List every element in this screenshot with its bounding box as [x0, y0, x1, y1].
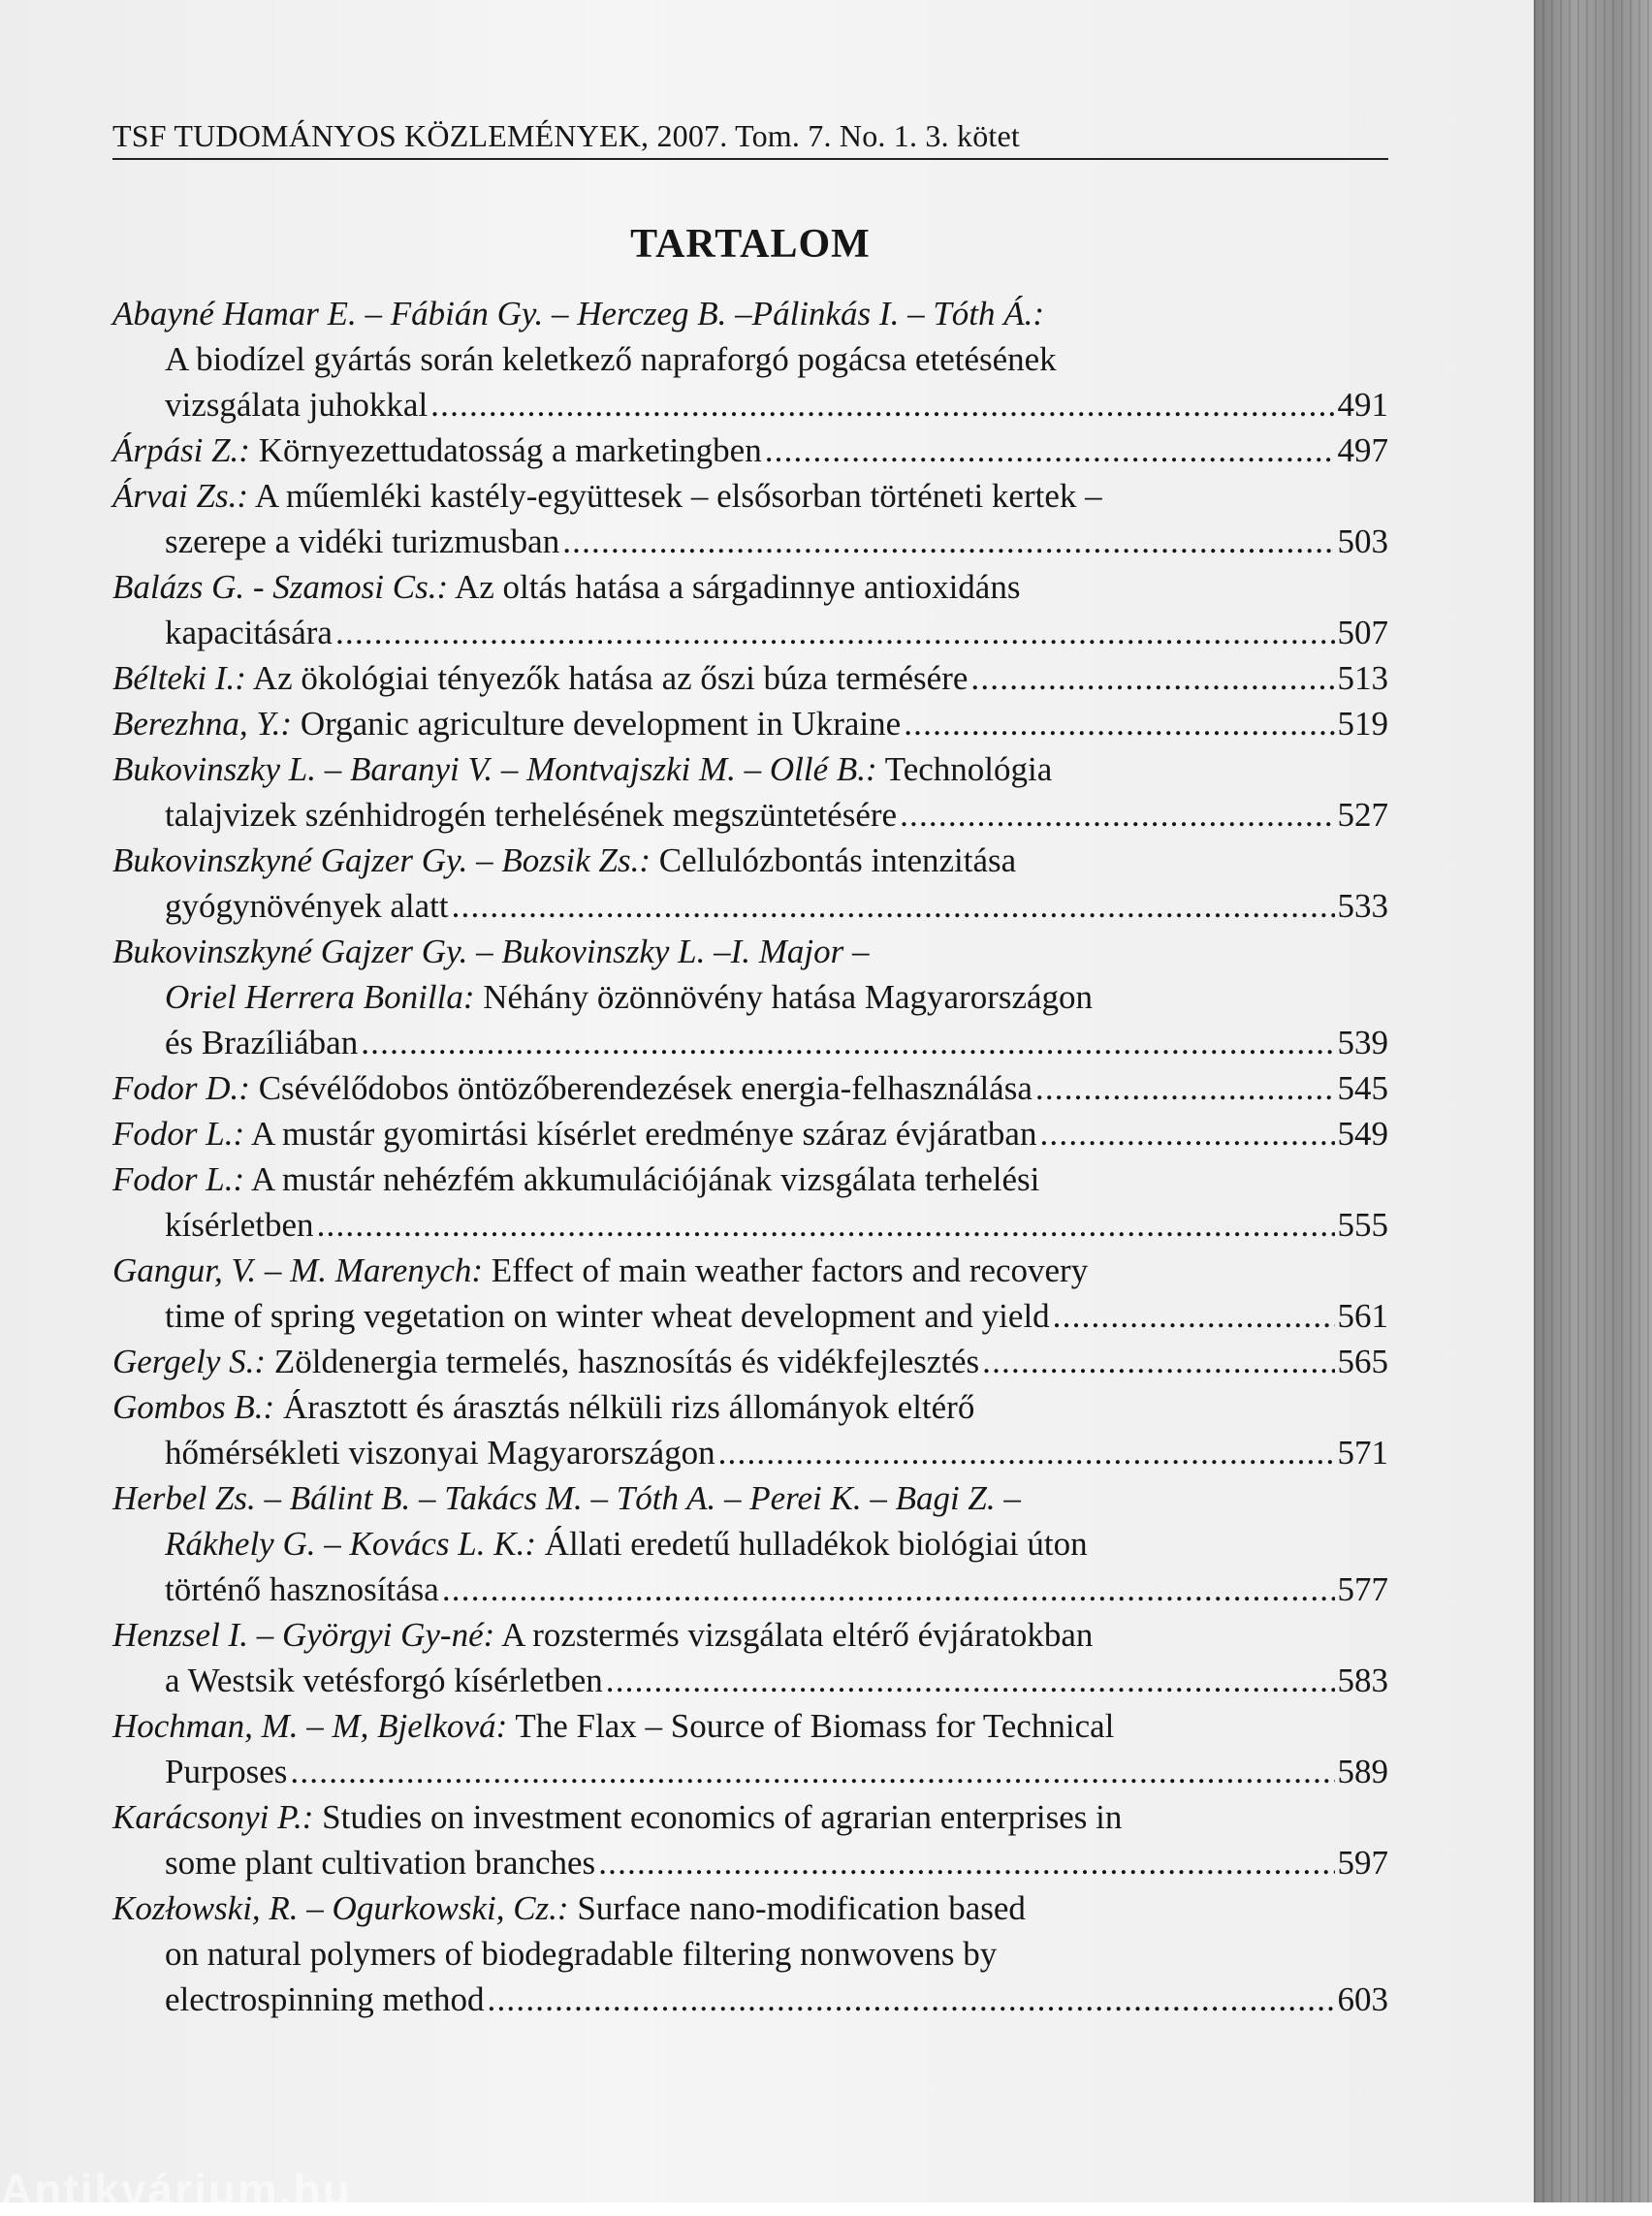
toc-authors: Rákhely G. – Kovács L. K.: [165, 1525, 536, 1563]
toc-authors: Abayné Hamar E. – Fábián Gy. – Herczeg B. –Pálinkás I. – Tóth Á.: [112, 295, 1045, 332]
table-of-contents [112, 291, 1388, 2022]
dot-leader [1039, 1111, 1334, 1156]
toc-entry-last-line [112, 883, 1388, 929]
toc-entry [112, 1065, 1388, 1111]
toc-title-start: A műemléki kastély-együttesek – elsősorban történeti kertek – [254, 477, 1102, 515]
toc-entry [112, 929, 1388, 1065]
toc-entry [112, 838, 1388, 929]
dot-leader [970, 655, 1334, 701]
toc-entry [112, 655, 1388, 701]
toc-entry [112, 1384, 1388, 1475]
toc-title-end: gyógynövények alatt [165, 887, 449, 925]
page-number: 497 [1337, 431, 1388, 469]
toc-entry [112, 1339, 1388, 1384]
book-spine-edge [1534, 0, 1652, 2202]
toc-authors: Henzsel I. – Györgyi Gy-né: [112, 1616, 495, 1654]
toc-title: Az ökológiai tényezők hatása az őszi búza termésére [252, 659, 969, 697]
toc-authors: Árpási Z.: [112, 431, 250, 469]
toc-entry [112, 701, 1388, 746]
toc-entry-last-line [112, 1658, 1388, 1703]
toc-entry-head [112, 473, 1388, 519]
toc-title-end: történő hasznosítása [165, 1570, 439, 1608]
toc-entry-text [112, 1111, 1036, 1156]
toc-title-end: talajvizek szénhidrogén terhelésének megszüntetésére [165, 796, 898, 834]
dot-leader [1035, 1065, 1335, 1111]
page-number: 597 [1337, 1844, 1388, 1882]
toc-title-end: kapacitására [165, 614, 333, 651]
toc-title-start: Cellulózbontás intenzitása [658, 841, 1017, 879]
toc-title-start: Effect of main weather factors and recovery [491, 1251, 1089, 1289]
toc-authors: Berezhna, Y.: [112, 705, 293, 743]
toc-entry [112, 1794, 1388, 1885]
dot-leader [335, 610, 1335, 655]
toc-title-end: electrospinning method [165, 1980, 485, 2018]
page-number: 527 [1337, 796, 1388, 834]
toc-title: Organic agriculture development in Ukraine [300, 705, 902, 743]
page-number: 589 [1337, 1753, 1388, 1790]
toc-entry [112, 1156, 1388, 1248]
toc-entry-line [112, 1065, 1388, 1111]
toc-authors: Gergely S.: [112, 1343, 267, 1380]
toc-entry-head [112, 1885, 1388, 1931]
toc-authors: Oriel Herrera Bonilla: [165, 978, 475, 1016]
page-number: 555 [1337, 1206, 1388, 1244]
toc-title-end: kísérletben [165, 1206, 314, 1244]
toc-title-end: Purposes [165, 1753, 288, 1790]
toc-entry-last-line [112, 1749, 1388, 1794]
toc-entry-head [112, 1612, 1388, 1658]
toc-entry-head [112, 291, 1388, 336]
toc-entry [112, 427, 1388, 473]
toc-entry-head [112, 1794, 1388, 1840]
dot-leader [606, 1658, 1335, 1703]
toc-title-start: A rozstermés vizsgálata eltérő évjáratokban [501, 1616, 1094, 1654]
toc-continuation-line [112, 1521, 1388, 1567]
toc-entry [112, 1111, 1388, 1156]
toc-authors: Fodor L.: [112, 1160, 245, 1198]
toc-entry-head [112, 929, 1388, 974]
toc-entry [112, 473, 1388, 564]
dot-leader [765, 427, 1335, 473]
toc-entry [112, 1612, 1388, 1703]
toc-title-start: Árasztott és árasztás nélküli rizs állományok eltérő [282, 1388, 975, 1426]
toc-authors: Herbel Zs. – Bálint B. – Takács M. – Tóth A. – Perei K. – Bagi Z. – [112, 1479, 1021, 1517]
dot-leader [718, 1430, 1335, 1475]
toc-entry [112, 746, 1388, 838]
toc-authors: Kozłowski, R. – Ogurkowski, Cz.: [112, 1889, 569, 1927]
page-number: 549 [1337, 1115, 1388, 1153]
toc-entry-last-line [112, 1567, 1388, 1612]
toc-entry-head [112, 746, 1388, 792]
toc-title-start: A mustár nehézfém akkumulációjának vizsgálata terhelési [250, 1160, 1040, 1198]
dot-leader [317, 1202, 1335, 1248]
dot-leader [442, 1567, 1335, 1612]
toc-entry-text [112, 427, 762, 473]
page-number: 565 [1337, 1343, 1388, 1380]
toc-authors: Gombos B.: [112, 1388, 275, 1426]
toc-entry-last-line [112, 1977, 1388, 2022]
toc-title-start: Studies on investment economics of agrarian enterprises in [322, 1798, 1123, 1836]
dot-leader [598, 1840, 1334, 1885]
dot-leader [361, 1020, 1334, 1065]
dot-leader [430, 382, 1334, 427]
toc-entry-text [112, 1065, 1032, 1111]
page-title: TARTALOM [630, 222, 871, 267]
toc-authors: Bukovinszkyné Gajzer Gy. – Bozsik Zs.: [112, 841, 651, 879]
toc-continuation-line [112, 336, 1388, 382]
toc-entry-head [112, 838, 1388, 883]
toc-entry-last-line [112, 382, 1388, 427]
toc-title: Zöldenergia termelés, hasznosítás és vidékfejlesztés [273, 1343, 980, 1380]
toc-title-end: vizsgálata juhokkal [165, 386, 429, 424]
toc-title-end: hőmérsékleti viszonyai Magyarországon [165, 1434, 715, 1472]
toc-authors: Bélteki I.: [112, 659, 246, 697]
dot-leader [982, 1339, 1334, 1384]
toc-entry-line [112, 1111, 1388, 1156]
toc-authors: Balázs G. - Szamosi Cs.: [112, 568, 449, 606]
toc-entry [112, 1248, 1388, 1339]
toc-entry-head [112, 1703, 1388, 1749]
toc-title-part: Állati eredetű hulladékok biológiai úton [544, 1525, 1088, 1563]
toc-authors: Gangur, V. – M. Marenych: [112, 1251, 484, 1289]
dot-leader [290, 1749, 1334, 1794]
toc-entry-line [112, 701, 1388, 746]
toc-continuation-line [112, 1931, 1388, 1977]
toc-entry [112, 1885, 1388, 2022]
page-number: 519 [1337, 705, 1388, 743]
dot-leader [562, 519, 1334, 564]
toc-entry-head [112, 564, 1388, 610]
toc-title-start: Az oltás hatása a sárgadinnye antioxidáns [454, 568, 1021, 606]
toc-entry-last-line [112, 610, 1388, 655]
page-number: 507 [1337, 614, 1388, 651]
toc-entry-last-line [112, 1020, 1388, 1065]
toc-continuation-line [112, 974, 1388, 1020]
toc-authors: Fodor L.: [112, 1115, 245, 1153]
toc-entry-head [112, 1248, 1388, 1293]
watermark: Antikvárium.hu [0, 2165, 352, 2215]
toc-title-part: A biodízel gyártás során keletkező napraforgó pogácsa etetésének [165, 340, 1057, 378]
toc-title: A mustár gyomirtási kísérlet eredménye száraz évjáratban [250, 1115, 1037, 1153]
toc-authors: Hochman, M. – M, Bjelková: [112, 1707, 508, 1745]
toc-entry-last-line [112, 1293, 1388, 1339]
toc-entry-text [112, 1339, 979, 1384]
toc-title-end: és Brazíliában [165, 1024, 359, 1061]
page-number: 513 [1337, 659, 1388, 697]
page-number: 533 [1337, 887, 1388, 925]
dot-leader [452, 883, 1335, 929]
toc-entry-last-line [112, 792, 1388, 838]
page-number: 571 [1337, 1434, 1388, 1472]
toc-authors: Bukovinszkyné Gajzer Gy. – Bukovinszky L. –I. Major – [112, 933, 870, 970]
page-number: 539 [1337, 1024, 1388, 1061]
toc-entry-last-line [112, 1202, 1388, 1248]
toc-entry-line [112, 427, 1388, 473]
toc-entry-line [112, 655, 1388, 701]
dot-leader [1053, 1293, 1335, 1339]
toc-entry-line [112, 1339, 1388, 1384]
toc-entry-last-line [112, 1840, 1388, 1885]
toc-title-end: time of spring vegetation on winter wheat development and yield [165, 1297, 1050, 1335]
toc-title-part: on natural polymers of biodegradable filtering nonwovens by [165, 1935, 998, 1973]
toc-title: Környezettudatosság a marketingben [258, 431, 762, 469]
toc-entry-head [112, 1156, 1388, 1202]
toc-title-start: Technológia [884, 750, 1053, 788]
toc-entry-head [112, 1384, 1388, 1430]
toc-title-part: Néhány özönnövény hatása Magyarországon [483, 978, 1094, 1016]
running-header: TSF TUDOMÁNYOS KÖZLEMÉNYEK, 2007. Tom. 7. No. 1. 3. kötet [112, 118, 1388, 160]
dot-leader [900, 792, 1334, 838]
toc-title-end: some plant cultivation branches [165, 1844, 596, 1882]
toc-entry [112, 291, 1388, 427]
page-number: 577 [1337, 1570, 1388, 1608]
toc-entry-text [112, 655, 968, 701]
toc-title: Csévélődobos öntözőberendezések energia-felhasználása [258, 1069, 1032, 1107]
toc-authors: Karácsonyi P.: [112, 1798, 314, 1836]
dot-leader [488, 1977, 1335, 2022]
toc-entry-last-line [112, 519, 1388, 564]
toc-authors: Fodor D.: [112, 1069, 250, 1107]
toc-entry-last-line [112, 1430, 1388, 1475]
toc-title-end: szerepe a vidéki turizmusban [165, 522, 560, 560]
toc-title-start: The Flax – Source of Biomass for Technical [515, 1707, 1115, 1745]
dot-leader [904, 701, 1334, 746]
page-number: 583 [1337, 1662, 1388, 1699]
toc-title-start: Surface nano-modification based [577, 1889, 1026, 1927]
toc-entry [112, 1703, 1388, 1794]
page-number: 603 [1337, 1980, 1388, 2018]
page-number: 561 [1337, 1297, 1388, 1335]
toc-entry [112, 1475, 1388, 1612]
page-number: 491 [1337, 386, 1388, 424]
toc-entry-head [112, 1475, 1388, 1521]
toc-entry-text [112, 701, 901, 746]
page-number: 545 [1337, 1069, 1388, 1107]
toc-entry [112, 564, 1388, 655]
page-number: 503 [1337, 522, 1388, 560]
toc-authors: Árvai Zs.: [112, 477, 248, 515]
toc-authors: Bukovinszky L. – Baranyi V. – Montvajszki M. – Ollé B.: [112, 750, 877, 788]
toc-title-end: a Westsik vetésforgó kísérletben [165, 1662, 603, 1699]
